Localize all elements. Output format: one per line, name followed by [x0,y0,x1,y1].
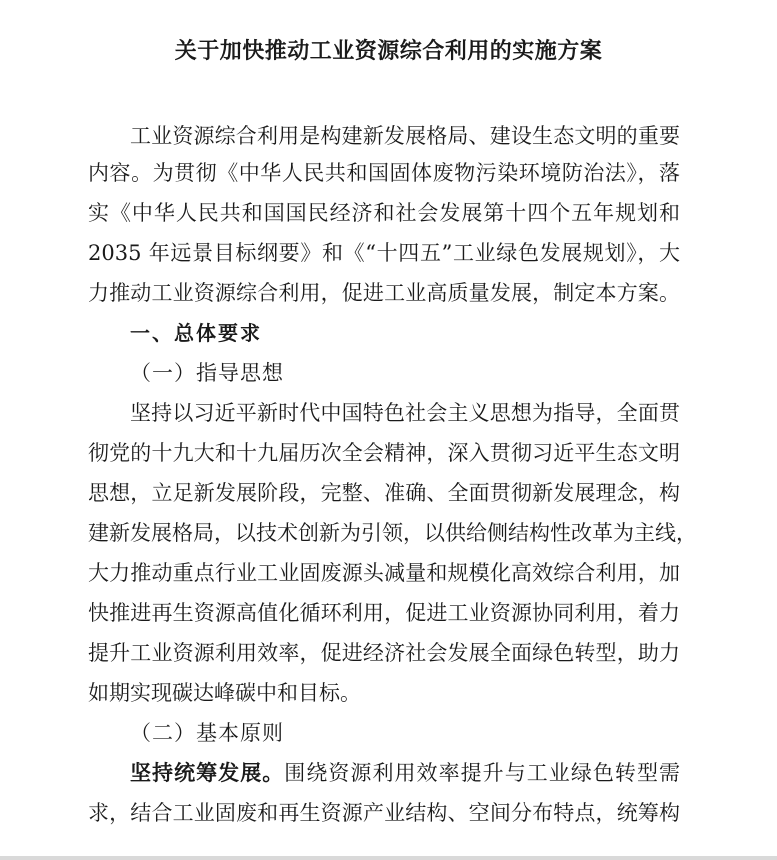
guiding-line-1: 坚持以习近平新时代中国特色社会主义思想为指导，全面贯 [130,401,680,425]
guiding-line-8: 如期实现碳达峰碳中和目标。 [88,681,361,705]
section-heading-general-requirements: 一、总体要求 [130,321,262,345]
intro-line-1: 工业资源综合利用是构建新发展格局、建设生态文明的重要 [130,124,680,148]
subsection-heading-guiding-ideology: （一）指导思想 [130,361,284,385]
guiding-line-5: 大力推动重点行业工业固废源头减量和规模化高效综合利用，加 [88,561,680,585]
subsection-heading-basic-principles: （二）基本原则 [130,721,284,745]
intro-line-3: 实《中华人民共和国国民经济和社会发展第十四个五年规划和 [88,201,680,225]
guiding-line-2: 彻党的十九大和十九届历次全会精神，深入贯彻习近平生态文明 [88,441,680,465]
intro-line-5: 力推动工业资源综合利用，促进工业高质量发展，制定本方案。 [88,281,680,305]
intro-line-2: 内容。为贯彻《中华人民共和国固体废物污染环境防治法》，落 [88,161,680,185]
principle-title: 坚持统筹发展。 [130,761,285,785]
page-bottom-edge [0,856,777,860]
document-title: 关于加快推动工业资源综合利用的实施方案 [174,38,603,64]
guiding-line-3: 思想，立足新发展阶段，完整、准确、全面贯彻新发展理念，构 [88,481,680,505]
guiding-line-6: 快推进再生资源高值化循环利用，促进工业资源协同利用，着力 [88,601,680,625]
principle-line-1 [130,758,680,788]
principle-line-2: 求，结合工业固废和再生资源产业结构、空间分布特点，统筹构 [88,801,680,825]
guiding-line-7: 提升工业资源利用效率，促进经济社会发展全面绿色转型，助力 [88,641,680,665]
guiding-line-4: 建新发展格局，以技术创新为引领，以供给侧结构性改革为主线， [88,521,697,545]
intro-line-4: 2035 年远景目标纲要》和《“十四五”工业绿色发展规划》，大 [88,241,680,265]
principle-text: 围绕资源利用效率提升与工业绿色转型需 [284,761,681,785]
